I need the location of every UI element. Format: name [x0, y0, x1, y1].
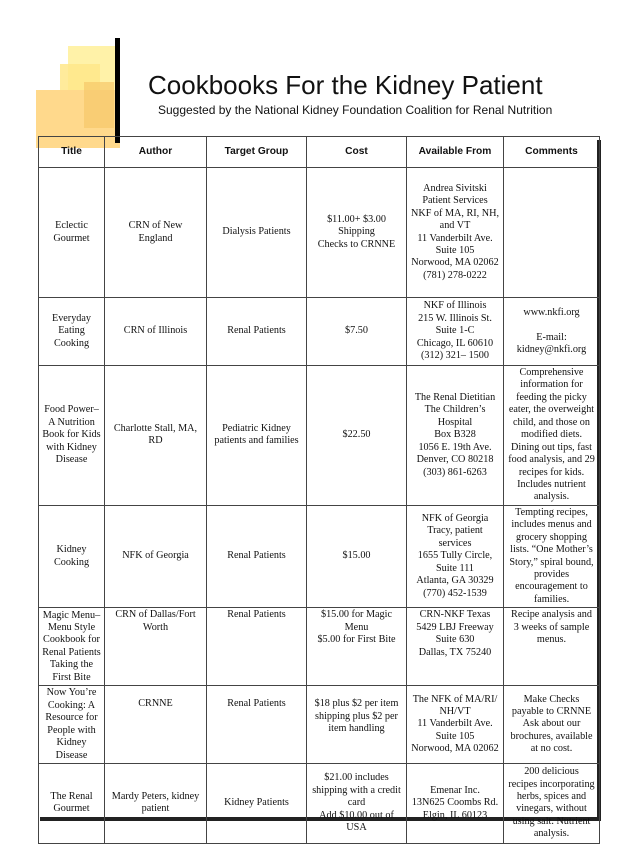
- decor-vertical-bar: [115, 38, 120, 143]
- cell-author: CRN of Dallas/Fort Worth: [105, 608, 207, 686]
- cell-target-group: Renal Patients: [207, 505, 307, 608]
- cell-available-from: Andrea Sivitski Patient Services NKF of MA, RI, NH, and VT 11 Vanderbilt Ave. Suite 105 Norwood, MA 02062 (781) 278-0222: [407, 168, 504, 298]
- page-subtitle: Suggested by the National Kidney Foundation Coalition for Renal Nutrition: [158, 103, 553, 117]
- cell-available-from: CRN-NKF Texas 5429 LBJ Freeway Suite 630 Dallas, TX 75240: [407, 608, 504, 686]
- cell-cost: $11.00+ $3.00 Shipping Checks to CRNNE: [307, 168, 407, 298]
- cell-target-group: Dialysis Patients: [207, 168, 307, 298]
- cell-available-from: NKF of Illinois 215 W. Illinois St. Suite 1-C Chicago, IL 60610 (312) 321– 1500: [407, 298, 504, 366]
- column-header-cost: Cost: [307, 137, 407, 168]
- cell-author: NFK of Georgia: [105, 505, 207, 608]
- cell-author: Mardy Peters, kidney patient: [105, 763, 207, 843]
- cell-cost: $18 plus $2 per item shipping plus $2 per item handling: [307, 686, 407, 764]
- cell-title: Food Power– A Nutrition Book for Kids with Kidney Disease: [39, 366, 105, 506]
- table-row: [39, 608, 600, 686]
- cell-comments: Comprehensive information for feeding the picky eater, the overweight child, and those on modified diets. Dining out tips, fast food analysis, and 29 recipes for kids. Includes nutrient analysis.: [504, 366, 600, 506]
- cell-comments: Tempting recipes, includes menus and grocery shopping lists. “One Mother’s Story,” spiral bound, provides encouragement to families.: [504, 505, 600, 608]
- column-header-target-group: Target Group: [207, 137, 307, 168]
- table-row: [39, 763, 600, 843]
- column-header-title: Title: [39, 137, 105, 168]
- table-row: [39, 686, 600, 764]
- cell-author: CRNNE: [105, 686, 207, 764]
- cell-cost: $7.50: [307, 298, 407, 366]
- cell-author: CRN of New England: [105, 168, 207, 298]
- cell-available-from: Emenar Inc. 13N625 Coombs Rd. Elgin, IL 60123: [407, 763, 504, 843]
- column-header-comments: Comments: [504, 137, 600, 168]
- cell-title: Magic Menu– Menu Style Cookbook for Renal Patients Taking the First Bite: [39, 608, 105, 686]
- cell-target-group: Pediatric Kidney patients and families: [207, 366, 307, 506]
- cookbook-table: [38, 136, 600, 844]
- page-title: Cookbooks For the Kidney Patient: [148, 70, 543, 100]
- column-header-author: Author: [105, 137, 207, 168]
- cell-target-group: Kidney Patients: [207, 763, 307, 843]
- cell-cost: $15.00: [307, 505, 407, 608]
- cell-available-from: NFK of Georgia Tracy, patient services 1655 Tully Circle, Suite 111 Atlanta, GA 30329 (770) 452-1539: [407, 505, 504, 608]
- cell-target-group: Renal Patients: [207, 298, 307, 366]
- cell-title: Eclectic Gourmet: [39, 168, 105, 298]
- cell-title: Kidney Cooking: [39, 505, 105, 608]
- table-header-row: [39, 137, 600, 168]
- cell-comments: www.nkfi.org E-mail: kidney@nkfi.org: [504, 298, 600, 366]
- cell-title: Now You’re Cooking: A Resource for People with Kidney Disease: [39, 686, 105, 764]
- cell-title: Everyday Eating Cooking: [39, 298, 105, 366]
- column-header-available-from: Available From: [407, 137, 504, 168]
- cell-available-from: The Renal Dietitian The Children’s Hospital Box B328 1056 E. 19th Ave. Denver, CO 80218 (303) 861-6263: [407, 366, 504, 506]
- cell-cost: $15.00 for Magic Menu $5.00 for First Bite: [307, 608, 407, 686]
- cell-target-group: Renal Patients: [207, 608, 307, 686]
- cell-cost: $22.50: [307, 366, 407, 506]
- table-row: [39, 505, 600, 608]
- cell-comments: [504, 168, 600, 298]
- cell-cost: $21.00 includes shipping with a credit card Add $10.00 out of USA: [307, 763, 407, 843]
- cell-author: CRN of Illinois: [105, 298, 207, 366]
- cell-comments: Recipe analysis and 3 weeks of sample menus.: [504, 608, 600, 686]
- cell-target-group: Renal Patients: [207, 686, 307, 764]
- cell-comments: 200 delicious recipes incorporating herbs, spices and vinegars, without using salt. Nutrient analysis.: [504, 763, 600, 843]
- cell-author: Charlotte Stall, MA, RD: [105, 366, 207, 506]
- table-row: [39, 298, 600, 366]
- decor-square-overlay: [84, 82, 114, 128]
- cell-comments: Make Checks payable to CRNNE Ask about our brochures, available at no cost.: [504, 686, 600, 764]
- cell-available-from: The NFK of MA/RI/ NH/VT 11 Vanderbilt Ave. Suite 105 Norwood, MA 02062: [407, 686, 504, 764]
- table-row: [39, 168, 600, 298]
- table-row: [39, 366, 600, 506]
- cell-title: The Renal Gourmet: [39, 763, 105, 843]
